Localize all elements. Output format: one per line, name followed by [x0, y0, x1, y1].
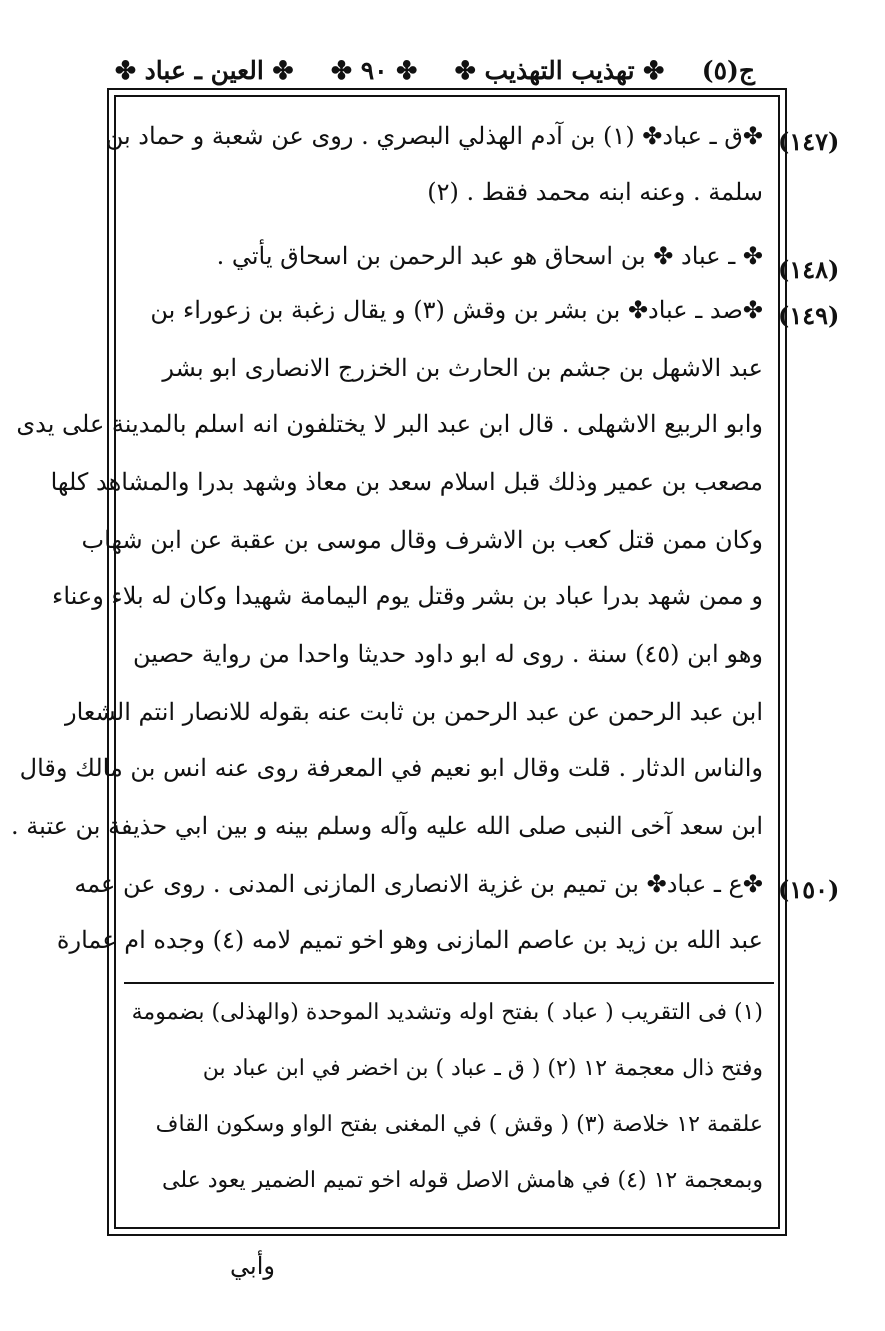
- text-line: وكان ممن قتل كعب بن الاشرف وقال موسى بن عقبة عن ابن شهاب: [81, 526, 763, 554]
- entry-number: (١٤٨): [778, 255, 840, 284]
- text-line: مصعب بن عمير وذلك قبل اسلام سعد بن معاذ وشهد بدرا والمشاهد كلها: [50, 468, 763, 496]
- text-line: ابن عبد الرحمن عن عبد الرحمن بن ثابت عنه بقوله للانصار انتم الشعار: [65, 698, 763, 726]
- entry-number: (١٤٩): [778, 301, 840, 330]
- book-title: ✤ تهذيب التهذيب ✤: [454, 55, 665, 85]
- text-line: ✤صد ـ عباد✤ بن بشر بن وقش (٣) و يقال زغبة بن زعوراء بن: [150, 296, 763, 324]
- entry-number: (١٤٧): [778, 127, 840, 156]
- entry-number: (١٥٠): [778, 875, 840, 904]
- text-line: وابو الربيع الاشهلى . قال ابن عبد البر لا يختلفون انه اسلم بالمدينة على يدى: [16, 410, 763, 438]
- text-line: ✤ق ـ عباد✤ (١) بن آدم الهذلي البصري . روى عن شعبة و حماد بن: [105, 122, 763, 150]
- volume-label: ج(٥): [701, 55, 755, 85]
- footnote-line: علقمة ١٢ خلاصة (٣) ( وقش ) في المغنى بفتح الواو وسكون القاف: [155, 1112, 763, 1137]
- page-number: ✤ ٩٠ ✤: [331, 55, 418, 85]
- footnote-separator: [124, 982, 774, 984]
- running-header: [115, 50, 755, 90]
- text-line: و ممن شهد بدرا عباد بن بشر وقتل يوم اليمامة شهيدا وكان له بلاء وعناء: [52, 582, 763, 610]
- text-line: وهو ابن (٤٥) سنة . روى له ابو داود حديثا واحدا من رواية حصين: [132, 640, 763, 668]
- text-line: عبد الله بن زيد بن عاصم المازنى وهو اخو تميم لامه (٤) وجده ام عمارة: [56, 926, 763, 954]
- footnote-line: (١) فى التقريب ( عباد ) بفتح اوله وتشديد الموحدة (والهذلى) بضمومة: [131, 1000, 763, 1025]
- footnote-line: وبمعجمة ١٢ (٤) في هامش الاصل قوله اخو تميم الضمير يعود على: [162, 1168, 763, 1193]
- footnote-line: وفتح ذال معجمة ١٢ (٢) ( ق ـ عباد ) بن اخضر في ابن عباد بن: [202, 1056, 763, 1081]
- text-line: ✤ع ـ عباد✤ بن تميم بن غزية الانصارى المازنى المدنى . روى عن عمه: [74, 870, 763, 898]
- text-line: ابن سعد آخى النبى صلى الله عليه وآله وسلم بينه و بين ابي حذيفة بن عتبة .: [10, 812, 763, 840]
- catchword: وأبي: [230, 1252, 275, 1280]
- text-line: ✤ ـ عباد ✤ بن اسحاق هو عبد الرحمن بن اسحاق يأتي .: [216, 242, 763, 270]
- text-line: عبد الاشهل بن جشم بن الحارث بن الخزرج الانصارى ابو بشر: [162, 354, 763, 382]
- text-line: والناس الدثار . قلت وقال ابو نعيم في المعرفة روى عنه انس بن مالك وقال: [19, 754, 763, 782]
- section-label: ✤ العين ـ عباد ✤: [115, 55, 294, 85]
- text-line: سلمة . وعنه ابنه محمد فقط . (٢): [427, 178, 763, 206]
